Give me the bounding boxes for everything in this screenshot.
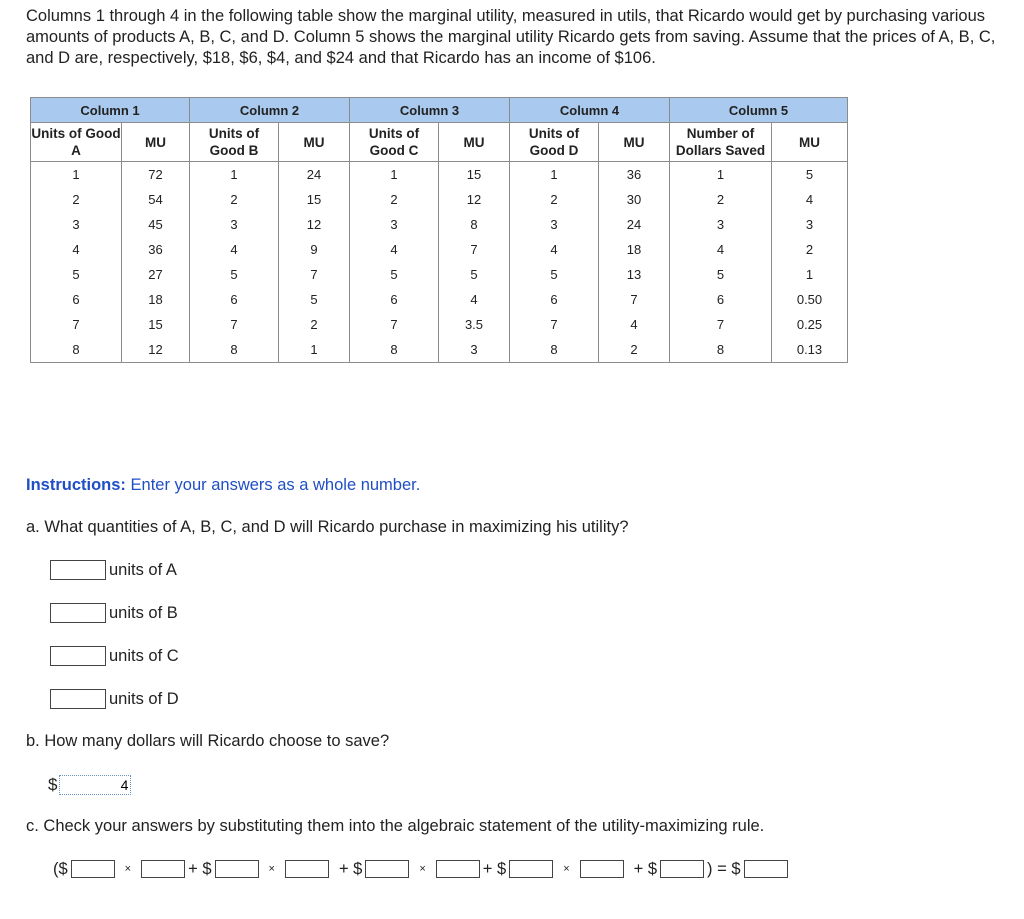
- table-row: [31, 337, 848, 363]
- problem-intro: Columns 1 through 4 in the following table show the marginal utility, measured in utils, that Ricardo would get by purchasing various amounts of products A, B, C, and D. Column 5 shows the marginal utility Ricardo gets from saving. Assume that the prices of A, B, C, and D are, respectively, $18, $6, $4, and $24 and that Ricardo has an income of $106.: [26, 7, 996, 67]
- table-cell: 5: [670, 262, 772, 287]
- table-cell: 13: [599, 262, 670, 287]
- table-cell: 6: [670, 287, 772, 312]
- question-c: c. Check your answers by substituting them into the algebraic statement of the utility-maximizing rule.: [26, 817, 765, 835]
- table-cell: 7: [279, 262, 350, 287]
- plus-dollar: + $: [338, 859, 363, 878]
- marginal-utility-table: [30, 97, 848, 363]
- table-cell: 15: [439, 162, 510, 188]
- table-cell: 6: [31, 287, 122, 312]
- question-a: a. What quantities of A, B, C, and D will Ricardo purchase in maximizing his utility?: [26, 518, 629, 536]
- table-cell: 4: [670, 237, 772, 262]
- table-cell: 2: [31, 187, 122, 212]
- column-header: Units of Good D: [510, 123, 599, 162]
- column-header: Units of Good B: [190, 123, 279, 162]
- table-cell: 8: [190, 337, 279, 363]
- table-cell: 4: [350, 237, 439, 262]
- quantity-d-input[interactable]: [580, 860, 624, 878]
- table-cell: 3: [772, 212, 848, 237]
- table-cell: 3: [439, 337, 510, 363]
- group-header: Column 1: [31, 98, 190, 123]
- answer-row-b: [50, 602, 178, 624]
- table-cell: 7: [510, 312, 599, 337]
- table-cell: 5: [439, 262, 510, 287]
- table-cell: 36: [599, 162, 670, 188]
- table-cell: 54: [122, 187, 190, 212]
- table-cell: 7: [190, 312, 279, 337]
- column-header: Units of Good A: [31, 123, 122, 162]
- table-cell: 1: [772, 262, 848, 287]
- units-b-label: units of B: [109, 603, 178, 622]
- plus-dollar: + $: [482, 859, 507, 878]
- table-cell: 24: [599, 212, 670, 237]
- answer-row-c: [50, 645, 179, 667]
- table-cell: 6: [190, 287, 279, 312]
- table-cell: 9: [279, 237, 350, 262]
- column-header: Number of Dollars Saved: [670, 123, 772, 162]
- times-symbol: ×: [419, 863, 426, 875]
- savings-answer-row: [48, 774, 131, 796]
- quantity-a-input[interactable]: [141, 860, 185, 878]
- table-cell: 30: [599, 187, 670, 212]
- table-subheader-row: [31, 123, 848, 162]
- units-a-input[interactable]: [50, 560, 106, 580]
- table-cell: 0.50: [772, 287, 848, 312]
- price-a-input[interactable]: [71, 860, 115, 878]
- price-c-input[interactable]: [365, 860, 409, 878]
- table-cell: 12: [439, 187, 510, 212]
- table-cell: 2: [772, 237, 848, 262]
- table-row: [31, 262, 848, 287]
- table-row: [31, 187, 848, 212]
- table-cell: 6: [510, 287, 599, 312]
- table-cell: 7: [350, 312, 439, 337]
- units-d-input[interactable]: [50, 689, 106, 709]
- table-cell: 5: [350, 262, 439, 287]
- price-b-input[interactable]: [215, 860, 259, 878]
- table-cell: 1: [350, 162, 439, 188]
- plus-dollar: + $: [188, 859, 212, 878]
- table-cell: 3.5: [439, 312, 510, 337]
- table-cell: 1: [510, 162, 599, 188]
- table-cell: 18: [122, 287, 190, 312]
- column-header: MU: [439, 123, 510, 162]
- question-b: b. How many dollars will Ricardo choose to save?: [26, 732, 390, 750]
- table-cell: 5: [190, 262, 279, 287]
- table-cell: 7: [599, 287, 670, 312]
- plus-dollar: + $: [633, 859, 658, 878]
- table-cell: 3: [190, 212, 279, 237]
- table-cell: 15: [279, 187, 350, 212]
- equals-dollar: ) = $: [707, 859, 741, 878]
- group-header: Column 5: [670, 98, 848, 123]
- table-cell: 12: [279, 212, 350, 237]
- units-c-label: units of C: [109, 646, 179, 665]
- currency-symbol: $: [48, 775, 58, 794]
- instructions: [26, 476, 420, 495]
- group-header: Column 4: [510, 98, 670, 123]
- column-header: MU: [772, 123, 848, 162]
- times-symbol: ×: [268, 863, 275, 875]
- answer-row-a: [50, 559, 177, 581]
- table-cell: 8: [31, 337, 122, 363]
- table-row: [31, 237, 848, 262]
- instructions-label: Instructions:: [26, 476, 126, 494]
- table-cell: 15: [122, 312, 190, 337]
- group-header: Column 3: [350, 98, 510, 123]
- units-d-label: units of D: [109, 689, 179, 708]
- table-cell: 4: [599, 312, 670, 337]
- table-cell: 4: [31, 237, 122, 262]
- table-cell: 4: [190, 237, 279, 262]
- table-group-header-row: [31, 98, 848, 123]
- table-cell: 7: [439, 237, 510, 262]
- table-cell: 7: [31, 312, 122, 337]
- table-cell: 1: [190, 162, 279, 188]
- units-b-input[interactable]: [50, 603, 106, 623]
- table-cell: 1: [670, 162, 772, 188]
- table-cell: 3: [31, 212, 122, 237]
- instructions-text: Enter your answers as a whole number.: [125, 476, 421, 494]
- table-cell: 4: [439, 287, 510, 312]
- column-header: Units of Good C: [350, 123, 439, 162]
- table-row: [31, 287, 848, 312]
- table-cell: 0.13: [772, 337, 848, 363]
- group-header: Column 2: [190, 98, 350, 123]
- table-cell: 2: [279, 312, 350, 337]
- table-cell: 12: [122, 337, 190, 363]
- table-cell: 1: [279, 337, 350, 363]
- table-cell: 2: [190, 187, 279, 212]
- table-cell: 27: [122, 262, 190, 287]
- dollars-saved-input[interactable]: [59, 775, 131, 795]
- table-cell: 4: [772, 187, 848, 212]
- table-cell: 18: [599, 237, 670, 262]
- utility-rule-equation: [52, 858, 790, 880]
- table-cell: 72: [122, 162, 190, 188]
- table-cell: 8: [350, 337, 439, 363]
- table-cell: 2: [510, 187, 599, 212]
- table-cell: 2: [599, 337, 670, 363]
- column-header: MU: [122, 123, 190, 162]
- table-cell: 5: [510, 262, 599, 287]
- price-d-input[interactable]: [509, 860, 553, 878]
- units-c-input[interactable]: [50, 646, 106, 666]
- table-cell: 2: [350, 187, 439, 212]
- table-row: [31, 312, 848, 337]
- table-body: [31, 162, 848, 363]
- table-cell: 5: [279, 287, 350, 312]
- table-cell: 8: [510, 337, 599, 363]
- table-cell: 7: [670, 312, 772, 337]
- column-header: MU: [599, 123, 670, 162]
- quantity-c-input[interactable]: [436, 860, 480, 878]
- quantity-b-input[interactable]: [285, 860, 329, 878]
- table-cell: 2: [670, 187, 772, 212]
- table-cell: 5: [31, 262, 122, 287]
- table-cell: 6: [350, 287, 439, 312]
- table-cell: 45: [122, 212, 190, 237]
- table-cell: 24: [279, 162, 350, 188]
- table-row: [31, 162, 848, 188]
- income-total-input[interactable]: [744, 860, 788, 878]
- units-a-label: units of A: [109, 560, 177, 579]
- table-cell: 3: [350, 212, 439, 237]
- table-cell: 4: [510, 237, 599, 262]
- times-symbol: ×: [124, 863, 132, 875]
- equation-open: ($: [53, 859, 68, 878]
- table-cell: 5: [772, 162, 848, 188]
- table-cell: 8: [670, 337, 772, 363]
- column-header: MU: [279, 123, 350, 162]
- table-cell: 0.25: [772, 312, 848, 337]
- dollars-saved-check-input[interactable]: [660, 860, 704, 878]
- table-cell: 1: [31, 162, 122, 188]
- answer-row-d: [50, 688, 179, 710]
- table-cell: 3: [510, 212, 599, 237]
- table-cell: 36: [122, 237, 190, 262]
- times-symbol: ×: [563, 863, 570, 875]
- table-cell: 3: [670, 212, 772, 237]
- table-row: [31, 212, 848, 237]
- table-cell: 8: [439, 212, 510, 237]
